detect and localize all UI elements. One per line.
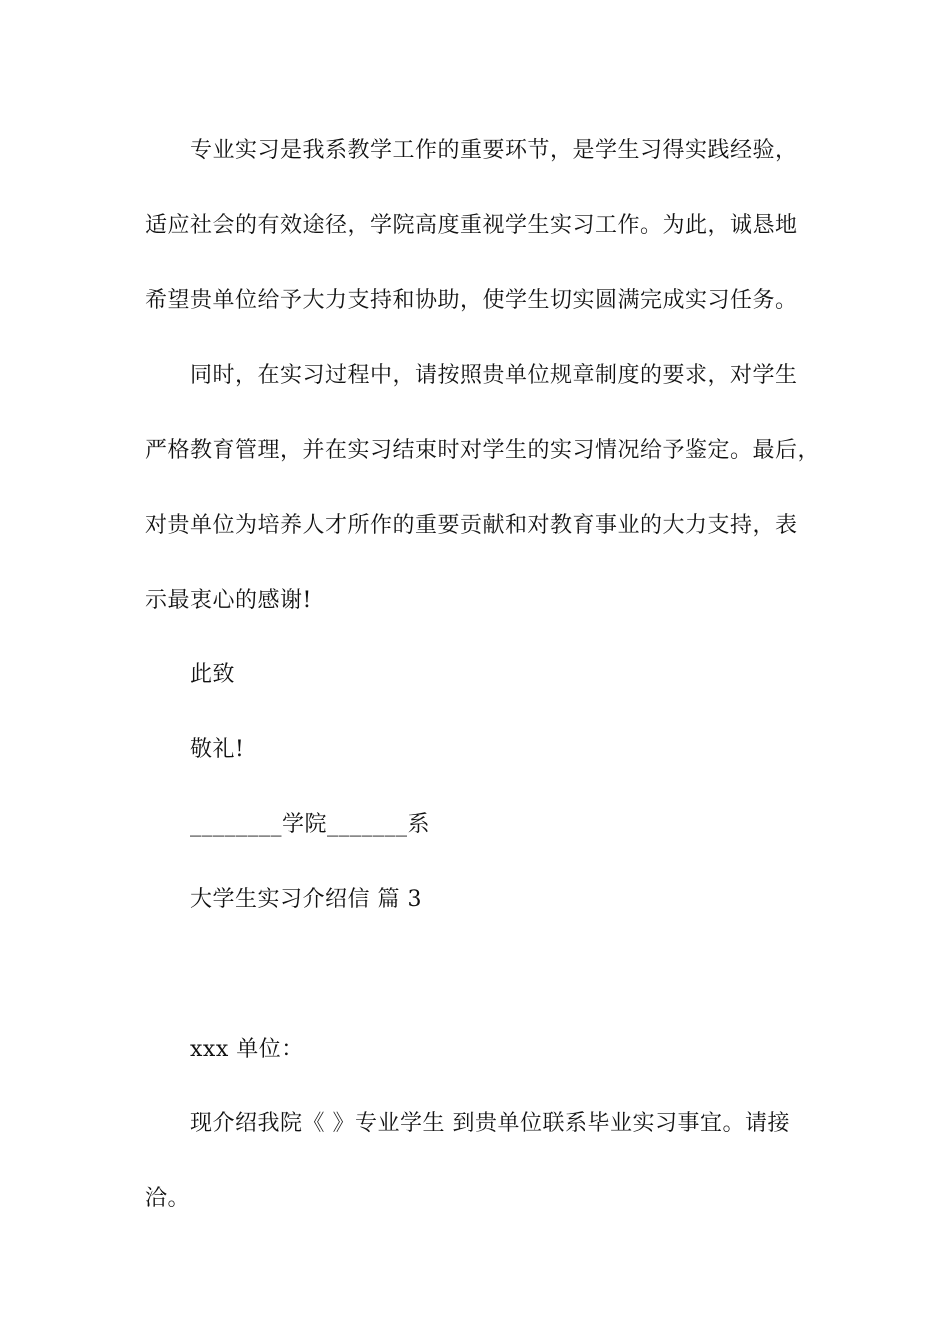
paragraph-2-line-3: 对贵单位为培养人才所作的重要贡献和对教育事业的大力支持，表 <box>145 513 798 538</box>
paragraph-3-line-2: 洽。 <box>145 1186 191 1211</box>
paragraph-1-line-2: 适应社会的有效途径，学院高度重视学生实习工作。为此，诚恳地 <box>145 213 798 238</box>
paragraph-2-line-4: 示最衷心的感谢! <box>145 588 312 613</box>
closing-greeting: 此致 <box>190 662 236 687</box>
paragraph-1-line-3: 希望贵单位给予大力支持和协助，使学生切实圆满完成实习任务。 <box>145 288 798 313</box>
paragraph-2-line-1: 同时，在实习过程中，请按照贵单位规章制度的要求，对学生 <box>190 363 798 388</box>
section-heading: 大学生实习介绍信 篇 3 <box>190 887 422 912</box>
signature-line: ________学院_______系 <box>190 812 431 837</box>
paragraph-3-line-1: 现介绍我院《 》专业学生 到贵单位联系毕业实习事宜。请接 <box>190 1111 790 1136</box>
closing-salutation: 敬礼! <box>190 737 245 762</box>
paragraph-2-line-2: 严格教育管理，并在实习结束时对学生的实习情况给予鉴定。最后， <box>145 438 821 463</box>
recipient-line: xxx 单位： <box>190 1037 304 1062</box>
paragraph-1-line-1: 专业实习是我系教学工作的重要环节，是学生习得实践经验， <box>190 138 798 163</box>
